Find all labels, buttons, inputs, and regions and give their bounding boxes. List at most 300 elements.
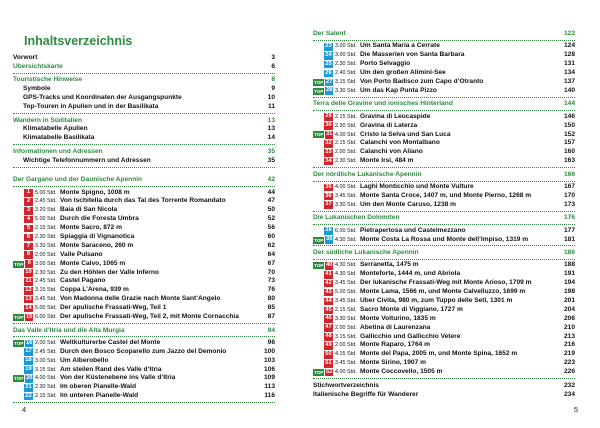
tour-badges — [13, 225, 33, 233]
tour-number-badge: 26 — [325, 69, 332, 76]
tour-title: Coppa L’Arena, 939 m — [60, 286, 129, 294]
tour-title: Der lukanische Frassati-Weg mit Monte Arioso, 1709 m — [360, 279, 532, 287]
entry-page: 9 — [271, 85, 275, 93]
tour-badges — [13, 305, 33, 313]
tour-duration: 3.00 Std. — [35, 357, 57, 364]
tour-duration: 3.30 Std. — [35, 242, 57, 249]
section-page: 13 — [267, 116, 275, 124]
tour-duration: 2.15 Std. — [35, 225, 57, 232]
tour-number-badge: 41 — [325, 271, 332, 277]
tour-badges — [13, 198, 33, 206]
tour-row[interactable] — [313, 261, 575, 270]
tour-duration: 2.00 Std. — [335, 342, 357, 349]
tour-number-badge: 37 — [325, 201, 332, 208]
tour-duration: 3.00 Std. — [335, 52, 357, 59]
tour-row[interactable] — [13, 215, 275, 224]
tour-page: 113 — [264, 383, 275, 391]
tour-page: 62 — [267, 241, 275, 249]
tour-page: 226 — [563, 368, 575, 376]
entry-page: 6 — [271, 62, 275, 70]
tour-duration: 4.00 Std. — [335, 369, 357, 376]
tour-title: Monte Coccovello, 1505 m — [360, 368, 443, 376]
toc-entry[interactable] — [13, 103, 275, 112]
section-divider — [313, 378, 575, 379]
section-heading[interactable] — [13, 117, 275, 126]
tour-badges — [313, 262, 333, 270]
tour-title: Calanchi von Aliano — [360, 148, 423, 156]
tour-page: 206 — [563, 314, 575, 322]
section-title: Der Salent — [313, 30, 346, 37]
tour-duration: 2.45 Std. — [35, 278, 57, 285]
toc-entry[interactable] — [313, 391, 575, 400]
section-heading[interactable] — [313, 214, 575, 223]
tour-number-badge: 48 — [325, 333, 332, 340]
tour-page: 191 — [563, 270, 575, 278]
tour-title: Um Santa Maria a Cerrate — [360, 42, 440, 50]
tour-title: Monte Lama, 1566 m, und Monte Calvelluzzo, 1699 m — [360, 288, 526, 296]
entry-title: Vorwort — [13, 54, 38, 61]
tour-duration: 3.45 Std. — [35, 296, 57, 303]
tour-page: 188 — [563, 261, 575, 269]
tour-duration: 3.30 Std. — [335, 315, 357, 322]
tour-badges — [313, 149, 333, 157]
tour-badges — [13, 233, 33, 241]
tour-duration: 5.00 Std. — [35, 305, 57, 312]
tour-page: 204 — [563, 305, 575, 313]
section-page: 8 — [271, 76, 275, 84]
tour-title: Monte Santa Croce, 1407 m, und Monte Pierno, 1268 m — [360, 191, 532, 199]
toc-entry[interactable] — [13, 157, 275, 166]
tour-number-badge: 18 — [25, 357, 32, 364]
tour-row[interactable] — [13, 242, 275, 251]
tour-row[interactable] — [313, 297, 575, 306]
tour-badges — [313, 333, 333, 341]
top-tour-badge: TOP — [14, 261, 24, 267]
tour-title: Durch den Bosco Scoparello zum Jazzo del Demonio — [60, 347, 227, 355]
tour-duration: 3.15 Std. — [35, 366, 57, 373]
tour-title: Zu den Höhlen der Valle Inferno — [60, 268, 159, 276]
tour-row[interactable] — [313, 113, 575, 122]
tour-number-badge: 22 — [25, 392, 32, 399]
tour-number-badge: 47 — [325, 324, 332, 331]
section-page: 122 — [563, 30, 575, 37]
tour-page: 170 — [563, 191, 575, 199]
tour-title: Gravina di Leucaspide — [360, 112, 431, 120]
toc-entry[interactable] — [13, 63, 275, 72]
tour-row[interactable] — [13, 269, 275, 278]
toc-entry[interactable] — [13, 54, 275, 63]
tour-duration: 6.00 Std. — [35, 314, 57, 321]
right-toc-column — [313, 30, 575, 399]
tour-page: 167 — [563, 183, 575, 191]
tour-duration: 3.45 Std. — [335, 298, 357, 305]
tour-number-badge: 50 — [325, 351, 332, 358]
tour-duration: 4.00 Std. — [35, 375, 57, 382]
tour-row[interactable] — [313, 201, 575, 210]
tour-badges — [313, 271, 333, 279]
section-heading[interactable] — [13, 76, 275, 85]
tour-row[interactable] — [13, 189, 275, 198]
tour-page: 160 — [563, 148, 575, 156]
tour-number-badge: 46 — [325, 315, 332, 322]
tour-number-badge: 52 — [325, 368, 333, 375]
tour-title: Spiaggia di Vignanotica — [60, 233, 135, 241]
tour-title: Monte Saraceno, 260 m — [60, 241, 134, 249]
tour-title: Sacro Monte di Viggiano, 1727 m — [360, 305, 463, 313]
tour-row[interactable] — [13, 206, 275, 215]
tour-row[interactable] — [313, 87, 575, 96]
section-divider — [313, 181, 575, 182]
entry-title: Klimatabelle Apulien — [23, 125, 88, 133]
tour-row[interactable] — [13, 197, 275, 206]
tour-badges — [313, 306, 333, 314]
tour-row[interactable] — [313, 236, 575, 245]
tour-row[interactable] — [313, 131, 575, 140]
tour-page: 223 — [563, 359, 575, 367]
tour-title: Castel Pagano — [60, 277, 106, 285]
tour-page: 109 — [263, 374, 275, 382]
section-heading[interactable] — [13, 176, 275, 185]
section-page: 186 — [563, 249, 575, 257]
section-title: Der Gargano und der Daunische Apennin — [13, 176, 143, 184]
tour-page: 73 — [267, 277, 275, 285]
tour-badges — [313, 113, 333, 121]
tour-title: Monte Calvo, 1065 m — [60, 259, 126, 267]
tour-number-badge: 36 — [325, 192, 332, 199]
tour-badges — [13, 357, 33, 365]
tour-row[interactable] — [13, 286, 275, 295]
tour-title: Gravina di Laterza — [360, 121, 418, 129]
tour-row[interactable] — [13, 374, 275, 383]
tour-row[interactable] — [313, 333, 575, 342]
tour-row[interactable] — [313, 51, 575, 60]
tour-duration: 2.40 Std. — [335, 70, 357, 77]
tour-row[interactable] — [13, 233, 275, 242]
tour-number-badge: 42 — [325, 279, 332, 286]
tour-duration: 2.30 Std. — [35, 384, 57, 391]
entry-title: Übersichtskarte — [13, 62, 63, 70]
tour-page: 216 — [563, 341, 575, 349]
toc-entry[interactable] — [13, 125, 275, 134]
tour-page: 106 — [263, 365, 275, 373]
tour-title: Monte Sirino, 1907 m — [360, 359, 426, 367]
tour-row[interactable] — [13, 251, 275, 260]
tour-page: 60 — [267, 233, 275, 241]
tour-title: Baia di San Nicola — [60, 206, 118, 214]
entry-title: Klimatabelle Basilikata — [23, 134, 95, 142]
tour-duration: 3.15 Std. — [335, 333, 357, 340]
entry-title: Wichtige Telefonnummern und Adressen — [23, 156, 151, 164]
tour-duration: 2.00 Std. — [335, 324, 357, 331]
section-heading[interactable] — [313, 100, 575, 109]
tour-duration: 2.45 Std. — [35, 198, 57, 205]
tour-badges — [313, 227, 333, 235]
tour-title: Um Alberobello — [60, 356, 109, 364]
tour-number-badge: 5 — [24, 225, 33, 233]
entry-title: GPS-Tracks und Koordinaten der Ausgangspunkte — [23, 94, 182, 102]
tour-title: Um das Kap Punta Pizzo — [360, 86, 437, 94]
tour-number-badge: 11 — [25, 278, 32, 285]
tour-title: Abetina di Laurenzana — [360, 323, 431, 331]
tour-duration: 2.15 Std. — [335, 140, 357, 147]
tour-duration: 5.00 Std. — [335, 289, 357, 296]
section-heading[interactable] — [313, 171, 575, 180]
tour-title: Die Masserien von Santa Barbara — [360, 51, 465, 59]
tour-title: Von Madonna delle Grazie nach Monte Sant’Angelo — [60, 295, 221, 303]
tour-page: 128 — [563, 51, 575, 59]
tour-duration: 2.00 Std. — [335, 149, 357, 156]
tour-page: 56 — [267, 224, 275, 232]
section-title: Die Lukanischen Dolomiten — [313, 214, 400, 222]
tour-row[interactable] — [313, 288, 575, 297]
section-heading[interactable] — [13, 148, 275, 157]
tour-row[interactable] — [13, 357, 275, 366]
tour-number-badge: 7 — [24, 243, 33, 251]
tour-number-badge: 45 — [325, 306, 332, 313]
tour-number-badge: 28 — [325, 87, 333, 94]
entry-page: 13 — [267, 125, 275, 133]
tour-badges — [313, 201, 333, 209]
section-title: Das Valle d’Itria und die Alta Murgia — [13, 326, 125, 334]
tour-number-badge: 4 — [24, 216, 33, 224]
section-divider — [13, 336, 275, 337]
tour-page: 80 — [267, 295, 275, 303]
tour-page: 96 — [267, 338, 275, 346]
entry-page: 35 — [267, 156, 275, 164]
tour-badges — [13, 251, 33, 259]
tour-title: Von der Küstenebene ins Valle d’Itria — [60, 374, 176, 382]
toc-entry[interactable] — [313, 382, 575, 391]
tour-row[interactable] — [13, 295, 275, 304]
tour-title: Monte Irsi, 484 m — [360, 157, 414, 165]
section-title: Terra delle Gravine und ionisches Hinterland — [313, 100, 453, 108]
tour-page: 219 — [563, 350, 575, 358]
tour-page: 198 — [563, 288, 575, 296]
tour-row[interactable] — [13, 260, 275, 269]
tour-row[interactable] — [313, 279, 575, 288]
tour-page: 100 — [263, 347, 275, 355]
tour-number-badge: 20 — [25, 375, 33, 382]
tour-title: Monte Raparo, 1764 m — [360, 341, 430, 349]
tour-row[interactable] — [313, 227, 575, 236]
tour-badges — [313, 324, 333, 332]
tour-number-badge: 44 — [325, 297, 332, 304]
tour-badges — [313, 70, 333, 78]
tour-row[interactable] — [13, 313, 275, 322]
tour-row[interactable] — [313, 306, 575, 315]
top-tour-badge: TOP — [14, 376, 24, 382]
toc-entry[interactable] — [13, 134, 275, 143]
tour-title: Über Civita, 980 m, zum Tuppo delle Seti, 1301 m — [360, 297, 513, 305]
tour-badges — [313, 351, 333, 359]
tour-page: 103 — [263, 356, 275, 364]
tour-title: Um den Monte Caruso, 1238 m — [360, 200, 456, 208]
tour-number-badge: 24 — [325, 51, 332, 58]
toc-entry[interactable] — [13, 94, 275, 103]
tour-badges — [13, 242, 33, 250]
section-divider — [313, 224, 575, 225]
tour-number-badge: 16 — [25, 339, 33, 346]
tour-duration: 3.20 Std. — [35, 207, 57, 214]
section-title: Wandern in Süditalien — [13, 116, 82, 124]
tour-row[interactable] — [313, 122, 575, 131]
tour-row[interactable] — [13, 348, 275, 357]
tour-title: Um den großen Alimini-See — [360, 69, 446, 77]
tour-row[interactable] — [313, 78, 575, 87]
entry-title: Italienische Begriffe für Wanderer — [313, 390, 419, 398]
tour-number-badge: 43 — [325, 288, 332, 295]
tour-row[interactable] — [313, 60, 575, 69]
tour-title: Cristo la Selva und San Luca — [360, 130, 451, 138]
tour-page: 146 — [563, 112, 575, 120]
tour-row[interactable] — [313, 139, 575, 148]
tour-number-badge: 38 — [325, 227, 332, 234]
tour-number-badge: 3 — [24, 207, 33, 215]
tour-badges — [313, 87, 333, 95]
tour-badges — [313, 131, 333, 139]
tour-page: 177 — [563, 226, 575, 234]
tour-number-badge: 14 — [25, 304, 32, 311]
tour-badges — [13, 339, 33, 347]
tour-row[interactable] — [13, 339, 275, 348]
section-page: 94 — [267, 326, 275, 334]
tour-number-badge: 40 — [325, 262, 333, 269]
tour-badges — [313, 369, 333, 377]
tour-row[interactable] — [313, 315, 575, 324]
tour-row[interactable] — [313, 42, 575, 51]
tour-page: 131 — [563, 60, 575, 68]
tour-badges — [13, 269, 33, 277]
tour-row[interactable] — [13, 383, 275, 392]
tour-row[interactable] — [313, 368, 575, 377]
tour-number-badge: 51 — [325, 359, 332, 366]
tour-number-badge: 31 — [325, 131, 333, 138]
tour-title: Monte Sacro, 872 m — [60, 224, 122, 232]
tour-row[interactable] — [13, 277, 275, 286]
tour-badges — [313, 297, 333, 305]
section-divider — [13, 113, 275, 114]
section-heading[interactable] — [313, 249, 575, 258]
section-heading[interactable] — [13, 327, 275, 336]
tour-row[interactable] — [313, 324, 575, 333]
top-tour-badge: TOP — [314, 79, 324, 85]
tour-number-badge: 12 — [25, 287, 32, 293]
tour-title: Der apulische Frassati-Weg, Teil 1 — [60, 304, 167, 312]
tour-title: Monte Volturino, 1835 m — [360, 314, 436, 322]
tour-badges — [313, 43, 333, 51]
tour-number-badge: 1 — [24, 189, 33, 197]
tour-title: Von Ischitella durch das Tal des Torrente Romandato — [60, 197, 226, 205]
tour-title: Weltkulturerbe Castel del Monte — [60, 338, 161, 346]
tour-row[interactable] — [313, 350, 575, 359]
tour-title: Am steilen Rand des Valle d’Itria — [60, 365, 162, 373]
tour-page: 137 — [563, 77, 575, 85]
tour-duration: 4.00 Std. — [335, 131, 357, 138]
tour-number-badge: 29 — [325, 113, 332, 120]
entry-page: 10 — [267, 94, 275, 102]
tour-duration: 4.30 Std. — [335, 236, 357, 243]
tour-badges — [13, 375, 33, 383]
tour-row[interactable] — [313, 341, 575, 350]
tour-number-badge: 23 — [325, 43, 332, 50]
top-tour-badge: TOP — [14, 314, 24, 320]
tour-duration: 2.15 Std. — [35, 393, 57, 400]
tour-badges — [313, 78, 333, 86]
toc-entry[interactable] — [13, 85, 275, 94]
tour-row[interactable] — [313, 270, 575, 279]
section-heading[interactable] — [313, 30, 575, 39]
tour-page: 157 — [563, 139, 575, 147]
section-divider — [13, 73, 275, 74]
section-page: 176 — [563, 214, 575, 222]
tour-badges — [13, 393, 33, 401]
tour-duration: 2.45 Std. — [35, 348, 57, 355]
tour-page: 213 — [563, 332, 575, 340]
tour-page: 52 — [267, 215, 275, 223]
tour-page: 201 — [563, 297, 575, 305]
tour-row[interactable] — [313, 157, 575, 166]
tour-row[interactable] — [313, 183, 575, 192]
tour-title: Monte Costa La Rossa und Monte dell’Impiso, 1319 m — [360, 235, 529, 243]
top-tour-badge: TOP — [314, 132, 324, 138]
tour-page: 134 — [563, 69, 575, 77]
section-page: 35 — [267, 147, 275, 155]
tour-row[interactable] — [13, 392, 275, 401]
tour-badges — [13, 366, 33, 374]
tour-row[interactable] — [313, 192, 575, 201]
page-number-left: 4 — [22, 405, 27, 414]
tour-page: 194 — [563, 279, 575, 287]
tour-title: Im oberen Pianelle-Wald — [60, 383, 136, 391]
tour-row[interactable] — [13, 224, 275, 233]
tour-title: Im unteren Pianelle-Wald — [60, 392, 139, 400]
tour-row[interactable] — [13, 366, 275, 375]
tour-row[interactable] — [313, 359, 575, 368]
tour-number-badge: 33 — [325, 148, 332, 155]
section-title: Der südliche Lukanische Apennin — [313, 249, 419, 257]
section-page: 42 — [267, 176, 275, 184]
tour-number-badge: 34 — [325, 157, 332, 164]
tour-duration: 2.00 Std. — [35, 251, 57, 258]
tour-page: 210 — [563, 323, 575, 331]
left-toc-column — [13, 54, 275, 406]
tour-duration: 2.30 Std. — [335, 158, 357, 165]
tour-badges — [313, 342, 333, 350]
top-tour-badge: TOP — [314, 88, 324, 94]
tour-duration: 2.30 Std. — [35, 234, 57, 241]
top-tour-badge: TOP — [314, 263, 324, 269]
section-divider — [313, 211, 575, 212]
tour-duration: 3.00 Std. — [35, 260, 57, 267]
section-divider — [13, 167, 275, 168]
page-number-right: 5 — [573, 405, 578, 414]
tour-row[interactable] — [313, 69, 575, 78]
tour-badges — [313, 61, 333, 69]
tour-page: 85 — [267, 304, 275, 312]
tour-number-badge: 39 — [325, 236, 333, 243]
tour-duration: 2.00 Std. — [35, 339, 57, 346]
tour-row[interactable] — [313, 148, 575, 157]
tour-number-badge: 30 — [325, 122, 332, 129]
tour-number-badge: 17 — [25, 348, 32, 355]
section-divider — [313, 40, 575, 41]
tour-page: 173 — [563, 200, 575, 208]
section-divider — [313, 259, 575, 260]
tour-badges — [13, 189, 33, 197]
tour-row[interactable] — [13, 304, 275, 313]
section-page: 166 — [563, 170, 575, 178]
tour-badges — [313, 122, 333, 130]
